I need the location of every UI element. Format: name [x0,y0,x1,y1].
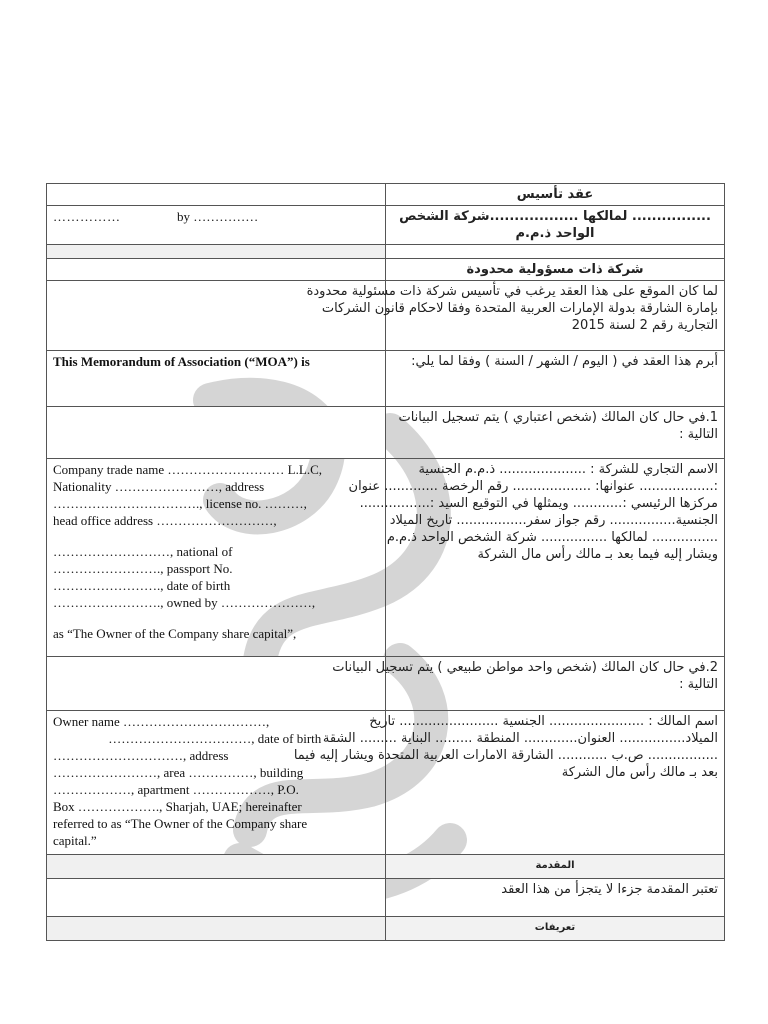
ar-detail-line: الاسم التجاري للشركة : ..................... ذ.م.م الجنسية [418,462,718,477]
ar-introduction-text: تعتبر المقدمة جزءا لا يتجزأ من هذا العقد [386,879,725,917]
row-llc-type [47,259,725,281]
row-company-name [47,206,725,245]
en-detail-line: ……………………., passport No. [53,561,233,576]
row-individual-owner-heading [47,657,725,711]
ar-llc-type: شركة ذات مسؤولية محدودة [386,259,725,281]
ar-corporate-owner-details [348,459,725,657]
en-owner-line: Box ………………., Sharjah, UAE; hereinafter [53,799,302,814]
en-definitions-heading [47,917,386,941]
row-title [47,184,725,206]
en-owner-line: ………………, apartment ………………, P.O. [53,782,299,797]
en-owner-line: capital.” [53,833,97,848]
row-corporate-owner-details [47,459,725,657]
ar-heading-line: 2.في حال كان المالك (شخص واحد مواطن طبيعي ) يتم تسجيل البيانات [332,660,718,675]
en-owner-line: …………………………, address [53,748,229,763]
en-by-text: by …………… [177,209,259,224]
en-detail-line: Nationality ……………………, address [53,479,265,494]
ar-title: عقد تأسيس [386,184,725,206]
en-detail-line: as “The Owner of the Company share capital”, [53,626,297,641]
row-preamble [47,281,725,351]
ar-owner-line: اسم المالك : ....................... الجنسية ........................ تاريخ [369,714,718,729]
en-owner-line: ……………………………, date of birth [53,731,322,746]
spacer-left [47,245,386,259]
row-moa-intro [47,351,725,407]
en-detail-line: ………………………, national of [53,544,233,559]
row-introduction-text [47,879,725,917]
row-spacer [47,245,725,259]
en-detail-gap [53,611,379,625]
row-corporate-owner-heading [47,407,725,459]
ar-detail-line: ويشار إليه فيما بعد بـ مالك رأس مال الشركة [477,547,718,562]
en-detail-gap [53,529,379,543]
ar-corporate-owner-heading: 1.في حال كان المالك (شخص اعتباري ) يتم تسجيل البيانات التالية : [386,407,725,459]
ar-moa-intro: أبرم هذا العقد في ( اليوم / الشهر / السنة ) وفقا لما يلي: [386,351,725,407]
moa-table [46,183,725,941]
en-introduction-heading [47,855,386,879]
ar-preamble [306,281,725,351]
ar-owner-line: بعد بـ مالك رأس مال الشركة [561,765,718,780]
en-owner-line: referred to as “The Owner of the Company share [53,816,308,831]
ar-heading-line: التالية : [679,677,718,692]
ar-preamble-line: لما كان الموقع على هذا العقد يرغب في تأسيس شركة ذات مسئولية محدودة [306,284,718,299]
ar-individual-owner-details [293,711,725,855]
en-detail-line: head office address ………………………, [53,513,277,528]
ar-detail-line: :.................. عنوانها: ................... رقم الرخصة ............. عنوان [348,479,718,494]
en-corporate-owner-heading [47,407,386,459]
ar-detail-line: ................ لمالكها ................ شركة الشخص الواحد ذ.م.م [386,530,718,545]
ar-owner-line: ................. ص.ب ............ الشارقة الامارات العربية المتحدة ويشار إليه فيما [293,748,718,763]
en-detail-line: Company trade name ……………………… L.L.C, [53,462,322,477]
en-cell-title [47,184,386,206]
spacer-right [386,245,725,259]
row-introduction-heading [47,855,725,879]
ar-company-name: ................ لمالكها ..................شركة الشخص الواحد ذ.م.م [386,206,725,245]
ar-preamble-line: التجارية رقم 2 لسنة 2015 [571,318,718,333]
ar-preamble-line: بإمارة الشارقة بدولة الإمارات العربية المتحدة وفقا لاحكام قانون الشركات [321,301,718,316]
en-moa-intro: This Memorandum of Association (“MOA”) is [47,351,386,407]
row-definitions-heading [47,917,725,941]
en-detail-line: ……………………., owned by …………………, [53,595,316,610]
en-owner-line: Owner name ……………………………, [53,714,270,729]
en-name-dots: …………… [53,209,121,224]
row-individual-owner-details [47,711,725,855]
ar-detail-line: مركزها الرئيسي :............ ويمثلها في التوقيع السيد :................. [359,496,718,511]
en-introduction-text [47,879,386,917]
en-detail-line: ……………………………., license no. ………, [53,496,307,511]
en-corporate-owner-details [47,459,386,657]
ar-introduction-heading: المقدمة [386,855,725,879]
en-owner-line: ……………………, area ……………, building [53,765,304,780]
en-llc-type [47,259,386,281]
en-detail-line: ……………………., date of birth [53,578,231,593]
ar-individual-owner-heading [332,657,725,711]
ar-definitions-heading: تعريفات [386,917,725,941]
ar-detail-line: الجنسية................ رقم جواز سفر................. تاريخ الميلاد [389,513,718,528]
en-company-name-cell [47,206,386,245]
ar-owner-line: الميلاد................ العنوان............. المنطقة ......... البناية ......... الشقة [322,731,718,746]
